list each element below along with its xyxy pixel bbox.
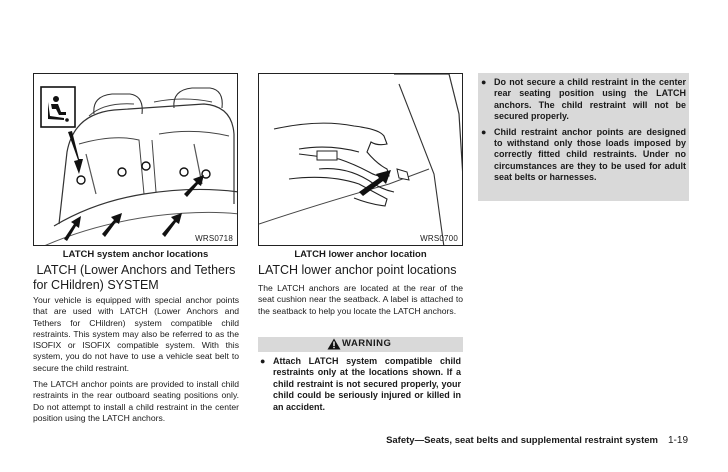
figure-code: WRS0718 (195, 234, 233, 243)
right-bullet-list (481, 77, 686, 188)
footer-section: Safety—Seats, seat belts and supplemental restraint system (386, 435, 658, 446)
bullet-icon: ● (481, 77, 487, 87)
bullet-icon: ● (481, 126, 487, 137)
warning-triangle-icon (327, 338, 341, 350)
section-heading: LATCH lower anchor point locations (258, 263, 457, 277)
figure-caption: LATCH lower anchor location (294, 249, 427, 260)
page-footer (386, 435, 688, 446)
bullet-icon: ● (260, 356, 266, 366)
bullet-item: ● Do not secure a child restraint in the center rear seating position using the LATCH anchors. The child restraint will not be secured properly. (481, 77, 686, 122)
section-heading: LATCH (Lower Anchors and Tethers for CHildren) SYSTEM (33, 263, 239, 292)
latch-lower-anchor-figure (258, 73, 463, 246)
rear-seat-illustration (34, 74, 238, 246)
body-paragraph: The LATCH anchor points are provided to install child restraints in the rear outboard seating positions only. Do not attempt to install a child restraint in the center position using the LATCH anchors. (33, 379, 239, 423)
page-number: 1-19 (667, 435, 688, 446)
latch-system-figure (33, 73, 238, 246)
hands-at-anchor-illustration (259, 74, 463, 246)
body-paragraph: Your vehicle is equipped with special anchor points that are used with LATCH (Lower Anchors and Tethers for CHildren) system compatible child restraints. This system may also be referred to as the ISOFIX or ISOFIX compatible system. With this system, you do not have to use a vehicle seat belt to secure the child restraint. (33, 295, 239, 373)
figure-caption: LATCH system anchor locations (62, 249, 209, 260)
body-paragraph: The LATCH anchors are located at the rear of the seat cushion near the seatback. A label is attached to the seatback to help you locate the LATCH anchors. (258, 283, 463, 316)
figure-code: WRS0700 (420, 234, 458, 243)
warning-title: WARNING (342, 338, 392, 349)
warning-box (258, 337, 463, 352)
bullet-item: ● Child restraint anchor points are designed to withstand only those loads imposed by correctly fitted child restraints. Under no circumstances are they to be used for adult seat belts or harnesses. (481, 126, 686, 183)
warning-item: ● Attach LATCH system compatible child restraints only at the locations shown. If a child restraint is not secured properly, your child could be seriously injured or killed in an accident. (260, 356, 461, 412)
warning-list (260, 356, 461, 417)
anchor-arrows (64, 131, 204, 241)
